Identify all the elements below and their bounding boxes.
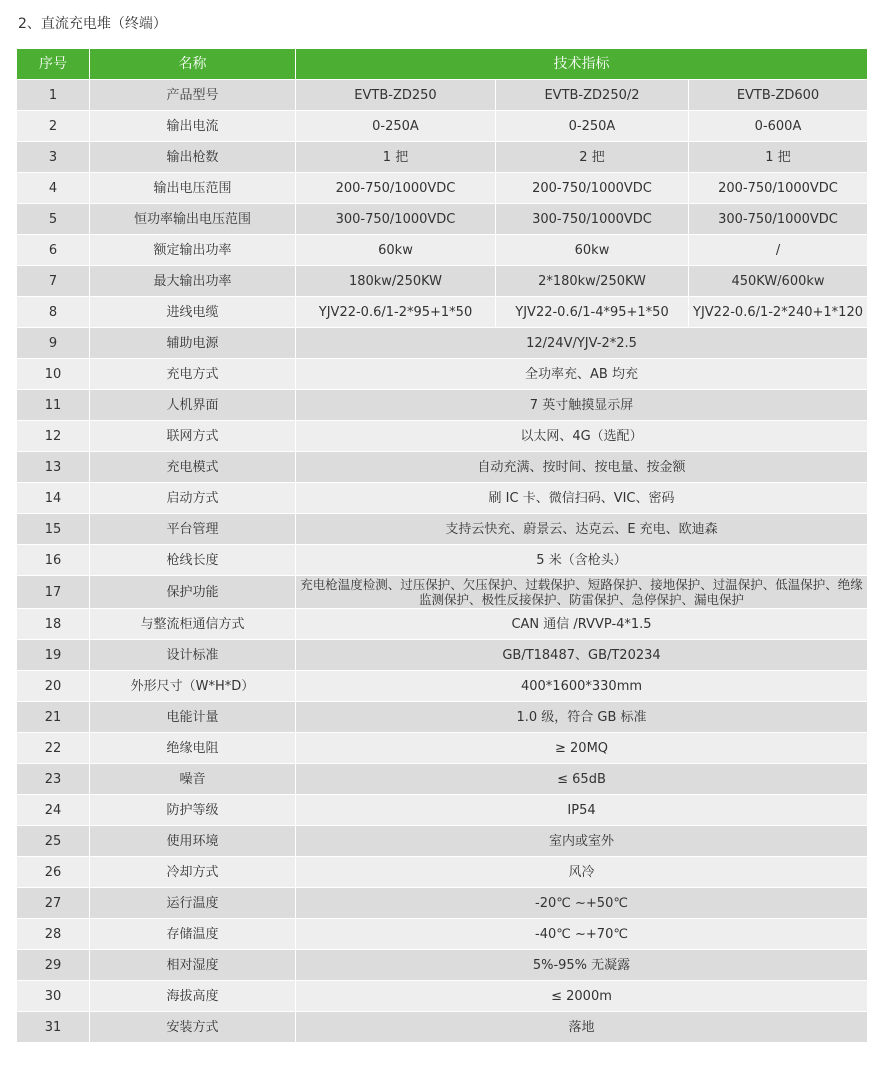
table-row — [17, 235, 868, 266]
row-value-model-3: YJV22-0.6/1-2*240+1*120 — [689, 297, 868, 328]
row-value-model-3: 300-750/1000VDC — [689, 204, 868, 235]
row-name: 联网方式 — [90, 421, 296, 452]
table-row — [17, 204, 868, 235]
table-row — [17, 640, 868, 671]
row-number: 29 — [17, 950, 90, 981]
row-number: 30 — [17, 981, 90, 1012]
row-name: 外形尺寸（W*H*D） — [90, 671, 296, 702]
row-number: 26 — [17, 857, 90, 888]
row-name: 运行温度 — [90, 888, 296, 919]
row-number: 16 — [17, 545, 90, 576]
row-name: 防护等级 — [90, 795, 296, 826]
row-number: 24 — [17, 795, 90, 826]
row-value: 5%-95% 无凝露 — [296, 950, 868, 981]
row-value-model-2: 200-750/1000VDC — [496, 173, 689, 204]
row-name: 进线电缆 — [90, 297, 296, 328]
table-row — [17, 950, 868, 981]
table-row — [17, 671, 868, 702]
table-row — [17, 390, 868, 421]
row-name: 输出电压范围 — [90, 173, 296, 204]
table-row — [17, 702, 868, 733]
row-name: 相对湿度 — [90, 950, 296, 981]
row-value: 7 英寸触摸显示屏 — [296, 390, 868, 421]
row-value-model-3: 450KW/600kw — [689, 266, 868, 297]
row-name: 充电方式 — [90, 359, 296, 390]
row-value: 400*1600*330mm — [296, 671, 868, 702]
row-value: GB/T18487、GB/T20234 — [296, 640, 868, 671]
row-name: 额定输出功率 — [90, 235, 296, 266]
table-row — [17, 826, 868, 857]
table-row — [17, 764, 868, 795]
row-name: 输出枪数 — [90, 142, 296, 173]
row-number: 3 — [17, 142, 90, 173]
row-number: 31 — [17, 1012, 90, 1043]
row-value-model-1: 60kw — [296, 235, 496, 266]
row-name: 绝缘电阻 — [90, 733, 296, 764]
row-name: 人机界面 — [90, 390, 296, 421]
table-row — [17, 142, 868, 173]
row-name: 平台管理 — [90, 514, 296, 545]
row-value: CAN 通信 /RVVP-4*1.5 — [296, 609, 868, 640]
row-number: 12 — [17, 421, 90, 452]
row-number: 11 — [17, 390, 90, 421]
spec-table — [16, 48, 868, 1043]
row-name: 恒功率输出电压范围 — [90, 204, 296, 235]
row-name: 冷却方式 — [90, 857, 296, 888]
row-number: 19 — [17, 640, 90, 671]
row-value-model-1: 1 把 — [296, 142, 496, 173]
table-row — [17, 888, 868, 919]
row-name: 安装方式 — [90, 1012, 296, 1043]
row-number: 1 — [17, 80, 90, 111]
row-value: 风冷 — [296, 857, 868, 888]
row-number: 14 — [17, 483, 90, 514]
row-number: 21 — [17, 702, 90, 733]
row-number: 6 — [17, 235, 90, 266]
row-value-model-2: 60kw — [496, 235, 689, 266]
row-number: 10 — [17, 359, 90, 390]
table-row — [17, 545, 868, 576]
row-number: 7 — [17, 266, 90, 297]
table-row — [17, 733, 868, 764]
row-number: 27 — [17, 888, 90, 919]
row-number: 28 — [17, 919, 90, 950]
row-value: -40℃ ~+70℃ — [296, 919, 868, 950]
table-row — [17, 1012, 868, 1043]
table-row — [17, 328, 868, 359]
row-value-model-2: 2*180kw/250KW — [496, 266, 689, 297]
row-name: 设计标准 — [90, 640, 296, 671]
row-value: 充电枪温度检测、过压保护、欠压保护、过载保护、短路保护、接地保护、过温保护、低温保护、绝缘监测保护、极性反接保护、防雷保护、急停保护、漏电保护 — [296, 576, 868, 609]
row-value: 室内或室外 — [296, 826, 868, 857]
row-name: 使用环境 — [90, 826, 296, 857]
table-row — [17, 173, 868, 204]
row-number: 18 — [17, 609, 90, 640]
row-number: 8 — [17, 297, 90, 328]
row-name: 辅助电源 — [90, 328, 296, 359]
row-value: 落地 — [296, 1012, 868, 1043]
table-row — [17, 981, 868, 1012]
row-value: IP54 — [296, 795, 868, 826]
table-row — [17, 483, 868, 514]
row-number: 9 — [17, 328, 90, 359]
table-row — [17, 919, 868, 950]
row-value-model-2: EVTB-ZD250/2 — [496, 80, 689, 111]
row-value: ≤ 2000m — [296, 981, 868, 1012]
row-name: 最大输出功率 — [90, 266, 296, 297]
row-name: 输出电流 — [90, 111, 296, 142]
row-value: 1.0 级，符合 GB 标准 — [296, 702, 868, 733]
row-value-model-3: 200-750/1000VDC — [689, 173, 868, 204]
row-value: 支持云快充、蔚景云、达克云、E 充电、欧迪森 — [296, 514, 868, 545]
row-value: ≤ 65dB — [296, 764, 868, 795]
header-spec: 技术指标 — [296, 49, 868, 80]
table-row — [17, 857, 868, 888]
row-value-model-1: EVTB-ZD250 — [296, 80, 496, 111]
table-row — [17, 576, 868, 609]
row-value-model-3: EVTB-ZD600 — [689, 80, 868, 111]
row-name: 存储温度 — [90, 919, 296, 950]
row-number: 17 — [17, 576, 90, 609]
row-value-model-1: YJV22-0.6/1-2*95+1*50 — [296, 297, 496, 328]
row-name: 与整流柜通信方式 — [90, 609, 296, 640]
row-name: 启动方式 — [90, 483, 296, 514]
row-value-model-2: YJV22-0.6/1-4*95+1*50 — [496, 297, 689, 328]
row-value-model-2: 0-250A — [496, 111, 689, 142]
row-value: -20℃ ~+50℃ — [296, 888, 868, 919]
row-value: 刷 IC 卡、微信扫码、VIC、密码 — [296, 483, 868, 514]
row-value: 自动充满、按时间、按电量、按金额 — [296, 452, 868, 483]
header-name: 名称 — [90, 49, 296, 80]
row-value: ≥ 20MQ — [296, 733, 868, 764]
table-row — [17, 297, 868, 328]
section-title: 2、直流充电堆（终端） — [18, 16, 167, 32]
row-name: 噪音 — [90, 764, 296, 795]
row-name: 产品型号 — [90, 80, 296, 111]
row-number: 20 — [17, 671, 90, 702]
row-number: 4 — [17, 173, 90, 204]
row-value-model-1: 200-750/1000VDC — [296, 173, 496, 204]
row-value: 5 米（含枪头） — [296, 545, 868, 576]
table-row — [17, 111, 868, 142]
table-row — [17, 421, 868, 452]
table-row — [17, 795, 868, 826]
row-value-model-1: 300-750/1000VDC — [296, 204, 496, 235]
row-name: 保护功能 — [90, 576, 296, 609]
header-no: 序号 — [17, 49, 90, 80]
row-number: 23 — [17, 764, 90, 795]
row-number: 15 — [17, 514, 90, 545]
row-value-model-1: 0-250A — [296, 111, 496, 142]
row-value-model-2: 300-750/1000VDC — [496, 204, 689, 235]
row-number: 25 — [17, 826, 90, 857]
row-number: 22 — [17, 733, 90, 764]
table-row — [17, 609, 868, 640]
row-value-model-3: 1 把 — [689, 142, 868, 173]
row-name: 电能计量 — [90, 702, 296, 733]
row-name: 充电模式 — [90, 452, 296, 483]
row-value: 12/24V/YJV-2*2.5 — [296, 328, 868, 359]
row-number: 13 — [17, 452, 90, 483]
table-body — [17, 80, 868, 1043]
row-value-model-3: 0-600A — [689, 111, 868, 142]
table-row — [17, 359, 868, 390]
row-value-model-1: 180kw/250KW — [296, 266, 496, 297]
row-value: 以太网、4G（选配） — [296, 421, 868, 452]
row-name: 枪线长度 — [90, 545, 296, 576]
row-number: 5 — [17, 204, 90, 235]
row-value-model-2: 2 把 — [496, 142, 689, 173]
table-row — [17, 266, 868, 297]
row-value: 全功率充、AB 均充 — [296, 359, 868, 390]
table-header-row — [17, 49, 868, 80]
row-number: 2 — [17, 111, 90, 142]
table-row — [17, 514, 868, 545]
table-row — [17, 80, 868, 111]
table-row — [17, 452, 868, 483]
row-value-model-3: / — [689, 235, 868, 266]
row-name: 海拔高度 — [90, 981, 296, 1012]
